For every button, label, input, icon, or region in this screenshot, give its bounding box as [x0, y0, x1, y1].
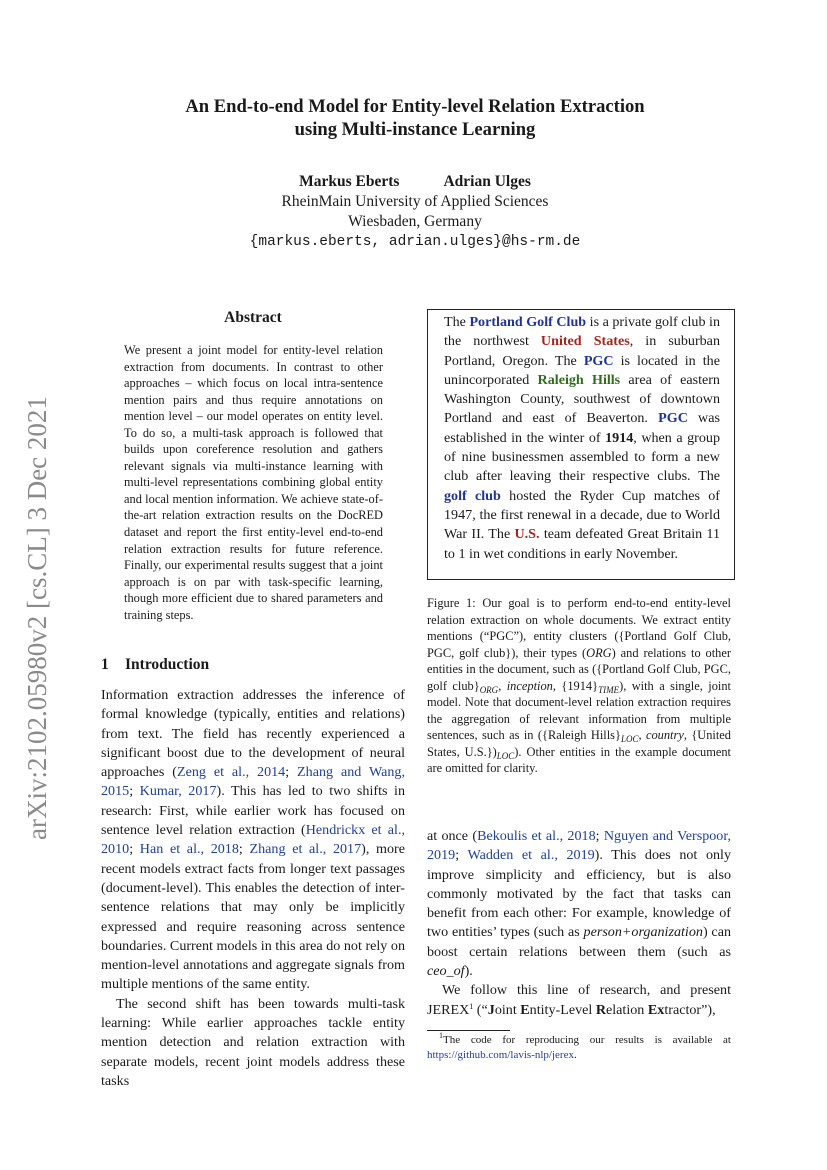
footnote-marker[interactable]: 1 — [469, 1001, 474, 1011]
caption-relation-inception: inception — [506, 678, 553, 693]
caption-sub-loc: LOC — [620, 734, 639, 745]
author-block — [100, 172, 730, 252]
section-number: 1 — [101, 656, 109, 673]
caption-part: ) and relations to other entities in the document, such as ({Portland Golf Club, PGC, golf club} — [427, 645, 732, 693]
caption-sub-loc: LOC — [496, 750, 515, 761]
caption-part: Figure 1: Our goal is to perform end-to-end entity-level relation extraction on whole documents. We extract entity mentions (“PGC”), entity clusters ({Portland Golf Club, PGC, golf club}), their types ( — [427, 596, 731, 660]
example-types: person+organization — [583, 924, 703, 941]
entity-mention: PGC — [658, 410, 688, 427]
arxiv-identifier-stamp — [14, 370, 64, 840]
text-run: , when a group of nine businessmen assembled to form a new club after leaving their respective clubs. The — [444, 429, 720, 485]
text-run: ; — [129, 841, 140, 858]
text-run: oint — [494, 1001, 521, 1018]
footnote-1 — [427, 1033, 731, 1063]
code-repository-link[interactable]: https://github.com/lavis-nlp/jerex — [427, 1049, 574, 1061]
caption-part: ), with a single, joint model. Note that document-level relation extraction requires the aggregation of relevant information from multiple sentences, such as in ({Raleigh Hills} — [427, 678, 731, 743]
text-run: is located in the unincorporated — [444, 352, 720, 388]
section-heading-introduction — [101, 656, 405, 674]
text-run: is a private golf club in the northwest — [444, 314, 720, 350]
arxiv-id-text: arXiv:2102.05980v2 [cs.CL] 3 Dec 2021 — [22, 396, 52, 840]
entity-mention: golf club — [444, 487, 501, 504]
affiliation: RheinMain University of Applied Sciences — [281, 193, 549, 210]
abstract-heading: Abstract — [224, 309, 282, 326]
abstract-text: We present a joint model for entity-level relation extraction from documents. In contrast to other approaches – which focus on local intra-sentence mention pairs and thus require annotations on mention level – our model operates on entity level. To do so, a multi-task approach is followed that builds upon coreference resolution and gathers relevant signals via multi-instance learning with multi-level representations combining global entity and local mention information. We achieve state-of-the-art relation extraction results on the DocRED dataset and report the first entity-level end-to-end relation extraction results for future reference. Finally, our experimental results suggest that a joint approach is on par with task-specific learning, though more efficient due to shared parameters and training steps. — [124, 343, 383, 622]
section-title: Introduction — [125, 656, 210, 673]
footnote-mark: 1 — [439, 1031, 443, 1040]
acronym-letter: J — [487, 1001, 495, 1018]
entity-mention: U.S. — [514, 526, 540, 543]
text-run: We follow this line of research, and present JEREX — [427, 982, 731, 1018]
footnote-text: The code for reproducing our results is available at — [443, 1034, 731, 1046]
text-run: ), more recent models extract facts from longer text passages (document-level). This enables the detection of inter-sentence relations that may only be implicitly expressed and require reasoning across sentence boundaries. Current models in this area do not rely on mention-level annotations and aggregate signals from multiple mentions of the same entity. — [101, 841, 405, 993]
figure-1-text — [444, 313, 720, 564]
example-relation: ceo_of — [427, 963, 465, 980]
acronym-letter: R — [595, 1001, 606, 1018]
text-run: team defeated Great Britain 11 to 1 in wet conditions in early November. — [444, 526, 720, 562]
intro-left-column — [101, 686, 405, 1091]
intro-paragraph-3 — [427, 981, 731, 1020]
citation-link[interactable]: Han et al., 2018 — [139, 841, 239, 858]
text-run: at once ( — [427, 828, 478, 844]
location: Wiesbaden, Germany — [348, 213, 482, 230]
caption-type-org: ORG — [586, 645, 612, 660]
caption-part: , — [638, 728, 646, 743]
figure-1-example-document — [427, 309, 735, 580]
figure-1-caption — [427, 595, 731, 777]
text-run: hosted the Ryder Cup matches of 1947, the first renewal in a decade, due to World War II. The — [444, 487, 720, 543]
entity-mention: Portland Golf Club — [469, 314, 587, 330]
text-run: was established in the winter of — [444, 410, 720, 446]
title-line-2: using Multi-instance Learning — [294, 119, 536, 140]
caption-relation-country: country — [645, 728, 684, 743]
text-run: ; — [238, 841, 250, 858]
intro-right-column — [427, 827, 731, 1020]
citation-link[interactable]: Bekoulis et al., 2018 — [477, 828, 596, 844]
paper-title — [100, 95, 730, 141]
acronym-letter: E — [520, 1001, 530, 1018]
text-run: ). This has led to two shifts in research: First, while earlier work has focused on sentence level relation extraction ( — [101, 783, 405, 839]
text-run: Information extraction addresses the inference of formal knowledge (typically, entities and relations) from text. The field has recently experienced a significant boost due to the development of neural approaches ( — [101, 687, 405, 781]
citation-link[interactable]: Kumar, 2017 — [139, 783, 217, 800]
acronym-letter: Ex — [647, 1001, 665, 1018]
text-run: ) can boost certain relations between them (such as — [427, 924, 731, 960]
citation-link[interactable]: Wadden et al., 2019 — [467, 847, 595, 864]
citation-link[interactable]: Zeng et al., 2014 — [176, 764, 286, 781]
caption-sub-time: TIME — [598, 684, 620, 695]
text-run: (“ — [473, 1001, 488, 1018]
entity-mention: United States — [540, 333, 630, 350]
author-2: Adrian Ulges — [443, 173, 531, 190]
citation-link[interactable]: Hendrickx et al., 2010 — [101, 822, 405, 858]
text-run: The — [444, 314, 470, 330]
text-run: ). This does not only improve simplicity and efficiency, but is also commonly motivated by the fact that tasks can benefit from each other: For example, knowledge of two entities’ types (such as — [427, 847, 731, 941]
footnote-end: . — [573, 1049, 577, 1061]
text-run: ”), — [701, 1001, 716, 1018]
caption-part: , {1914} — [552, 678, 599, 693]
text-run: elation — [606, 1001, 648, 1018]
title-line-1: An End-to-end Model for Entity-level Relation Extraction — [185, 96, 645, 117]
citation-link[interactable]: Nguyen and Verspoor, 2019 — [427, 828, 731, 864]
caption-sub-org: ORG — [479, 684, 499, 695]
author-1: Markus Eberts — [299, 173, 400, 190]
text-run: ; — [595, 828, 604, 844]
text-run: ). — [464, 963, 473, 980]
intro-paragraph-2: The second shift has been towards multi-task learning: While earlier approaches tackle entity mention detection and relation extraction with separate models, recent joint models address these tasks — [101, 995, 405, 1089]
intro-paragraph-2-continued — [427, 827, 731, 981]
citation-link[interactable]: Zhang and Wang, 2015 — [101, 764, 405, 800]
text-run: ; — [129, 783, 140, 800]
entity-mention: PGC — [583, 352, 614, 369]
text-run: ntity-Level — [529, 1001, 596, 1018]
caption-part: ). Other entities in the example document are omitted for clarity. — [427, 744, 731, 776]
author-names — [100, 172, 730, 192]
author-emails: {markus.eberts, adrian.ulges}@hs-rm.de — [249, 234, 581, 250]
entity-mention: 1914 — [605, 429, 634, 446]
caption-part: , {United States, U.S.}) — [427, 728, 732, 759]
entity-mention: Raleigh Hills — [537, 371, 621, 388]
citation-link[interactable]: Zhang et al., 2017 — [249, 841, 362, 858]
text-run: tractor — [664, 1001, 702, 1018]
jerex-acronym — [488, 1002, 701, 1018]
text-run: area of eastern Washington County, southwest of downtown Portland and east of Beaverton. — [444, 371, 720, 427]
caption-part: , — [498, 678, 507, 693]
text-run: , in suburban Portland, Oregon. The — [444, 333, 720, 369]
intro-paragraph-1 — [101, 686, 405, 995]
text-run: ; — [285, 764, 298, 781]
text-run: ; — [455, 847, 468, 864]
